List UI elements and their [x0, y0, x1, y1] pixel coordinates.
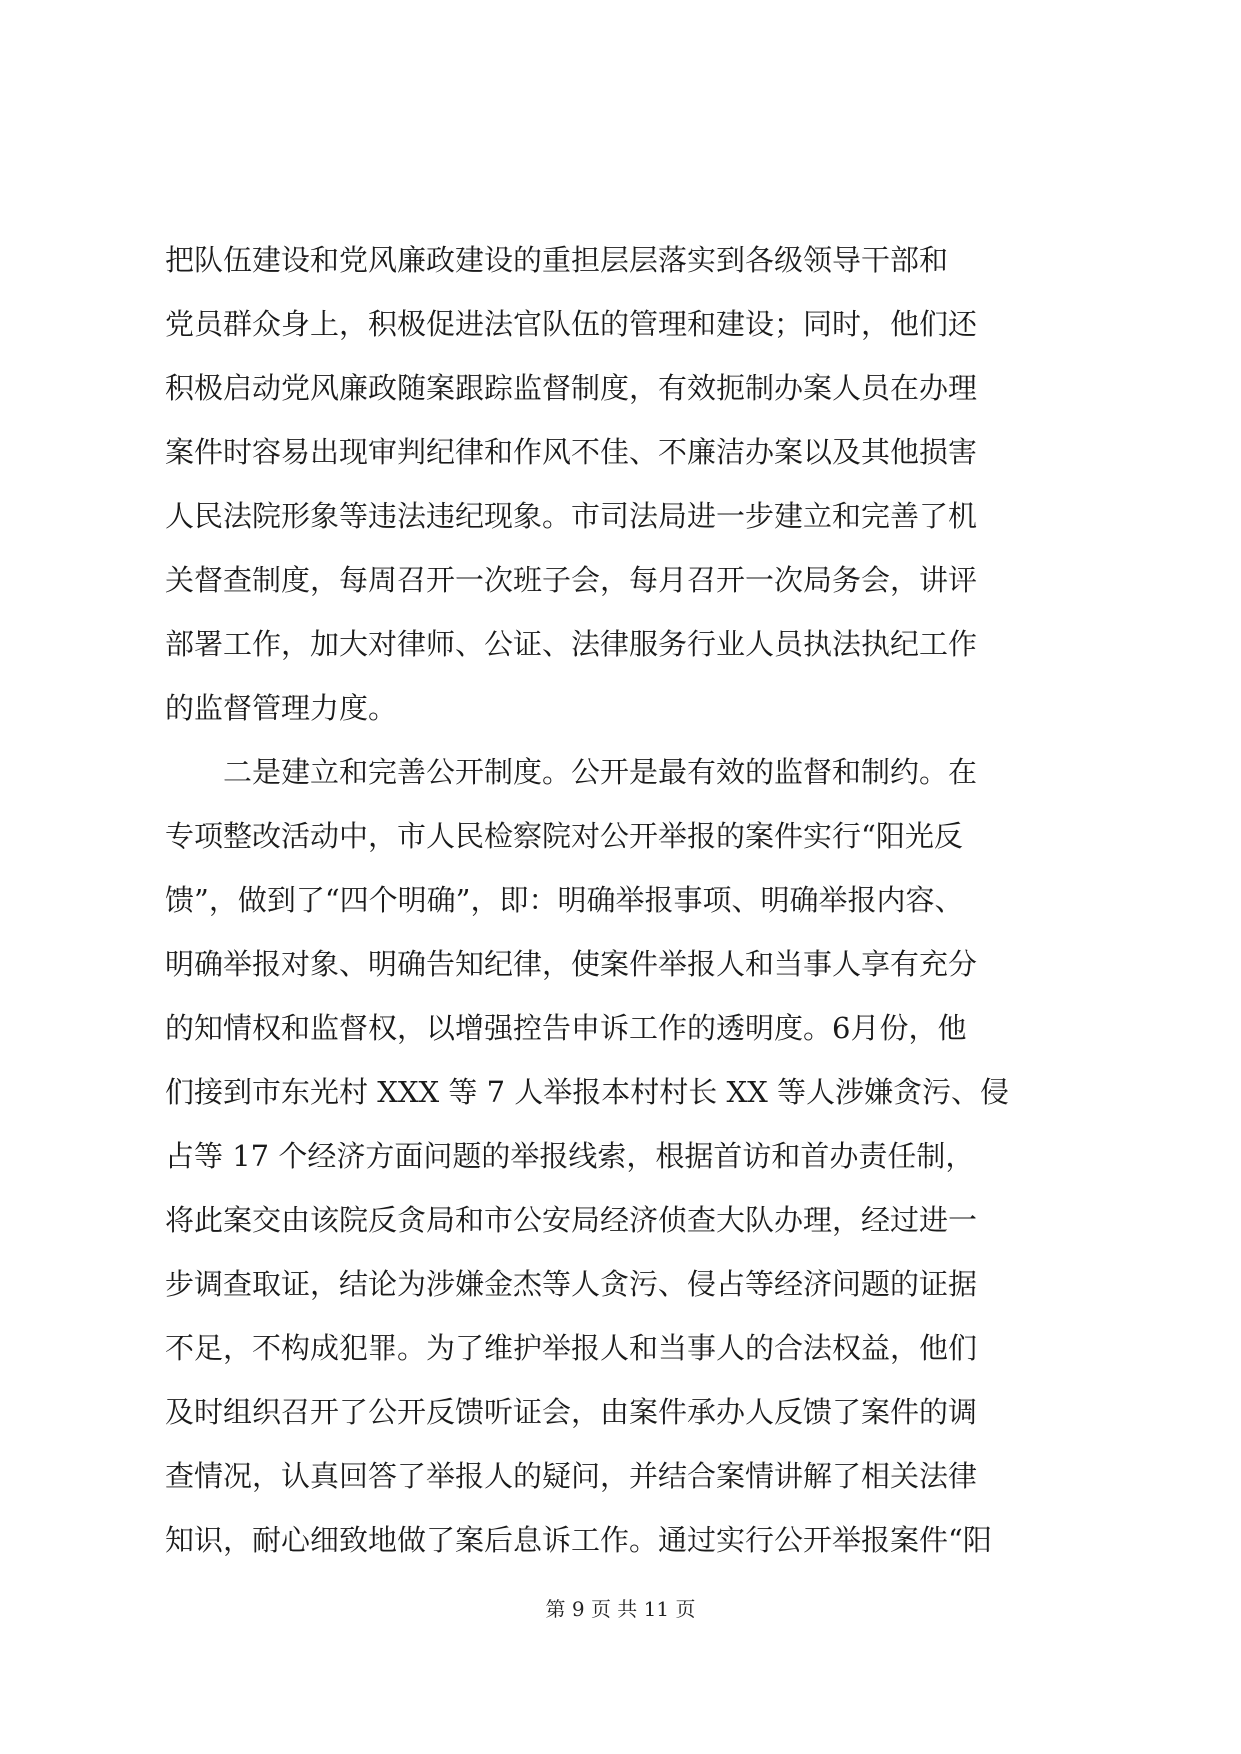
- text-line: 部署工作，加大对律师、公证、法律服务行业人员执法执纪工作: [165, 627, 978, 661]
- text-line: 专项整改活动中，市人民检察院对公开举报的案件实行“阳光反: [165, 819, 963, 853]
- text-line: 知识，耐心细致地做了案后息诉工作。通过实行公开举报案件“阳: [165, 1523, 992, 1557]
- text-line: 明确举报对象、明确告知纪律，使案件举报人和当事人享有充分: [165, 947, 978, 981]
- body-text: [165, 228, 1080, 1572]
- text-line: 人民法院形象等违法违纪现象。市司法局进一步建立和完善了机: [165, 499, 978, 533]
- text-line: 关督查制度，每周召开一次班子会，每月召开一次局务会，讲评: [165, 563, 978, 597]
- paragraph-start-line: 二是建立和完善公开制度。公开是最有效的监督和制约。在: [223, 755, 978, 789]
- text-line: 积极启动党风廉政随案跟踪监督制度，有效扼制办案人员在办理: [165, 371, 978, 405]
- text-line: 不足，不构成犯罪。为了维护举报人和当事人的合法权益，他们: [165, 1331, 978, 1365]
- text-line: 将此案交由该院反贪局和市公安局经济侦查大队办理，经过进一: [165, 1203, 978, 1237]
- text-line: 把队伍建设和党风廉政建设的重担层层落实到各级领导干部和: [165, 243, 949, 277]
- text-line: 案件时容易出现审判纪律和作风不佳、不廉洁办案以及其他损害: [165, 435, 978, 469]
- text-line: 馈”，做到了“四个明确”，即：明确举报事项、明确举报内容、: [165, 883, 964, 917]
- text-line: 查情况，认真回答了举报人的疑问，并结合案情讲解了相关法律: [165, 1459, 978, 1493]
- text-line: 步调查取证，结论为涉嫌金杰等人贪污、侵占等经济问题的证据: [165, 1267, 978, 1301]
- page-number-footer: 第 9 页 共 11 页: [545, 1597, 696, 1621]
- text-line: 及时组织召开了公开反馈听证会，由案件承办人反馈了案件的调: [165, 1395, 978, 1429]
- text-line: 的监督管理力度。: [165, 691, 398, 725]
- text-line: 们接到市东光村 XXX 等 7 人举报本村村长 XX 等人涉嫌贪污、侵: [165, 1075, 1009, 1109]
- text-line: 占等 17 个经济方面问题的举报线索，根据首访和首办责任制，: [165, 1139, 975, 1173]
- text-line: 党员群众身上，积极促进法官队伍的管理和建设；同时，他们还: [165, 307, 978, 341]
- text-line: 的知情权和监督权，以增强控告申诉工作的透明度。6月份，他: [165, 1011, 967, 1045]
